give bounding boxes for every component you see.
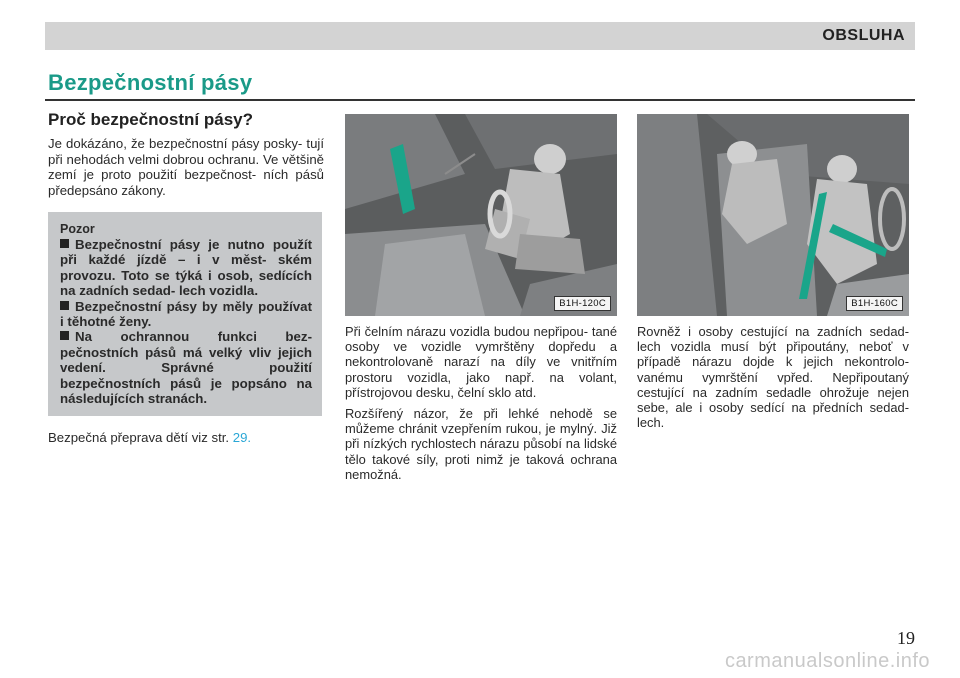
- square-bullet-icon: [60, 331, 69, 340]
- page-reference-link[interactable]: 29.: [232, 430, 252, 446]
- paragraph: Rovněž i osoby cestující na zadních sedad- lech vozidla musí být připoutány, neboť v případě nárazu dojde k jejich nekontrolo- vanému vymrštění vpřed. Nepřipoutaný cestující na zadním sedadle ohrožuje nejen sebe, ale i osoby sedící na předních sedad- lech.: [637, 324, 909, 431]
- paragraph: Při čelním nárazu vozidla budou nepřipou- tané osoby ve vozidle vymrštěny dopředu a nekontrolovaně narazí na díly ve vnitřním prostoru vozidla, jako např. na volant, přístrojovou desku, čelní sklo atd.: [345, 324, 617, 400]
- chapter-title: Bezpečnostní pásy: [48, 70, 253, 95]
- square-bullet-icon: [60, 301, 69, 310]
- warning-item: [60, 329, 312, 406]
- child-transport-text: Bezpečná přeprava dětí viz str.: [48, 430, 230, 446]
- square-bullet-icon: [60, 239, 69, 248]
- warning-item-text: Na ochrannou funkci bez- pečnostních pásů má velký vliv jejich vedení. Správné použití bezpečnostních pásů je popsáno na následujících stranách.: [60, 329, 312, 407]
- title-divider: [45, 99, 915, 101]
- page-number: 19: [897, 628, 915, 648]
- paragraph: Rozšířený názor, že při lehké nehodě se můžeme chránit vzepřením rukou, je mylný. Již při nízkých rychlostech nárazu působí na lidské tělo takové síly, proti nimž je taková ochrana nemožná.: [345, 406, 617, 482]
- warning-box: [48, 212, 322, 416]
- left-column: [48, 110, 324, 445]
- middle-column: [345, 324, 617, 482]
- figure-frontal-crash: [345, 114, 617, 316]
- frontal-crash-unbelted-driver-illustration: [345, 114, 617, 316]
- watermark: carmanualsonline.info: [724, 650, 930, 672]
- section-label: OBSLUHA: [822, 27, 905, 44]
- intro-heading: Proč bezpečnostní pásy?: [48, 110, 253, 129]
- figure-code: B1H-120C: [554, 296, 611, 311]
- header-band: [45, 22, 915, 50]
- warning-item: [60, 237, 312, 299]
- figure-rear-passenger: [637, 114, 909, 316]
- child-transport-note: [48, 430, 324, 445]
- warning-item-text: Bezpečnostní pásy by měly používat i těhotné ženy.: [60, 298, 312, 330]
- warning-item-text: Bezpečnostní pásy je nutno použít při každé jízdě – i v měst- ském provozu. Toto se týká i osob, sedících na zadních sedad- lech vozidla.: [60, 237, 312, 299]
- warning-title: Pozor: [60, 222, 95, 236]
- right-column: [637, 324, 909, 430]
- rear-passenger-crash-illustration: [637, 114, 909, 316]
- figure-code: B1H-160C: [846, 296, 903, 311]
- intro-text: Je dokázáno, že bezpečnostní pásy posky- tují při nehodách velmi dobrou ochranu. Ve většině zemí je proto použití bezpečnost- ních pásů předepsáno zákony.: [48, 136, 324, 198]
- warning-item: [60, 299, 312, 330]
